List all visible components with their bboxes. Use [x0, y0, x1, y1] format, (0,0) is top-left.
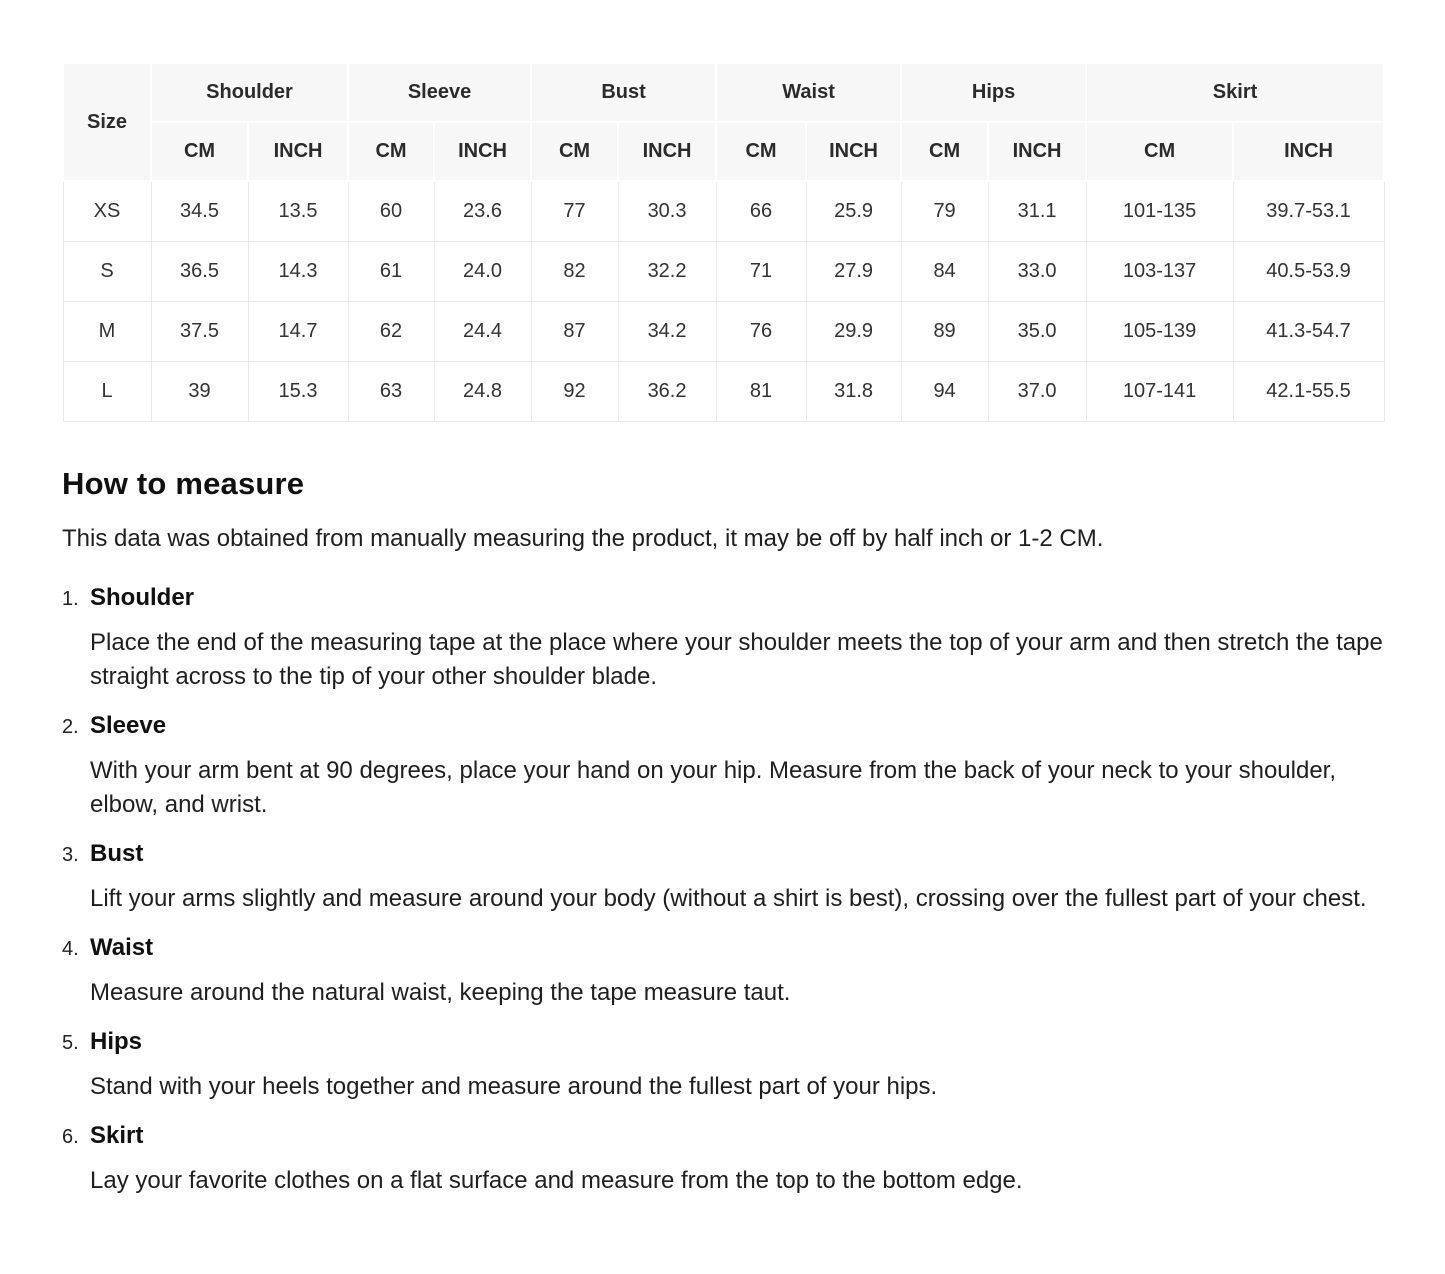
value-cell: 36.2	[618, 362, 716, 422]
size-column-header: Size	[63, 63, 151, 181]
step-description: Lay your favorite clothes on a flat surface and measure from the top to the bottom edge.	[90, 1167, 1023, 1194]
value-cell: 25.9	[806, 181, 901, 242]
value-cell: 36.5	[151, 242, 248, 302]
header-group-row	[63, 63, 1384, 122]
unit-header-cm: CM	[348, 122, 434, 181]
step-term: Sleeve	[90, 712, 167, 739]
table-row	[63, 181, 1384, 242]
list-item	[62, 584, 1385, 694]
list-item	[62, 712, 1385, 822]
step-number: 4.	[62, 938, 79, 960]
value-cell: 77	[531, 181, 618, 242]
value-cell: 92	[531, 362, 618, 422]
step-description: Stand with your heels together and measure around the fullest part of your hips.	[90, 1073, 938, 1100]
value-cell: 27.9	[806, 242, 901, 302]
value-cell: 81	[716, 362, 806, 422]
size-cell: XS	[63, 181, 151, 242]
value-cell: 37.0	[988, 362, 1086, 422]
step-term: Shoulder	[90, 584, 195, 611]
step-term: Skirt	[90, 1122, 144, 1149]
unit-header-cm: CM	[151, 122, 248, 181]
group-header-waist: Waist	[716, 63, 901, 122]
step-heading	[62, 1122, 1385, 1150]
measure-steps-list	[62, 584, 1385, 1198]
unit-header-cm: CM	[901, 122, 988, 181]
value-cell: 37.5	[151, 302, 248, 362]
step-term: Bust	[90, 840, 144, 867]
size-cell: M	[63, 302, 151, 362]
step-term: Waist	[90, 934, 154, 961]
value-cell: 29.9	[806, 302, 901, 362]
value-cell: 61	[348, 242, 434, 302]
value-cell: 30.3	[618, 181, 716, 242]
value-cell: 66	[716, 181, 806, 242]
list-item	[62, 1122, 1385, 1198]
value-cell: 34.5	[151, 181, 248, 242]
value-cell: 94	[901, 362, 988, 422]
value-cell: 24.0	[434, 242, 531, 302]
value-cell: 89	[901, 302, 988, 362]
value-cell: 31.8	[806, 362, 901, 422]
step-heading	[62, 934, 1385, 962]
value-cell: 84	[901, 242, 988, 302]
value-cell: 15.3	[248, 362, 348, 422]
value-cell: 24.4	[434, 302, 531, 362]
value-cell: 32.2	[618, 242, 716, 302]
value-cell: 41.3-54.7	[1233, 302, 1384, 362]
unit-header-cm: CM	[1086, 122, 1233, 181]
table-row	[63, 362, 1384, 422]
value-cell: 107-141	[1086, 362, 1233, 422]
value-cell: 13.5	[248, 181, 348, 242]
group-header-shoulder: Shoulder	[151, 63, 348, 122]
value-cell: 35.0	[988, 302, 1086, 362]
step-description: Lift your arms slightly and measure around your body (without a shirt is best), crossing over the fullest part of your chest.	[90, 885, 1367, 912]
step-heading	[62, 1028, 1385, 1056]
step-heading	[62, 840, 1385, 868]
value-cell: 71	[716, 242, 806, 302]
value-cell: 103-137	[1086, 242, 1233, 302]
unit-header-cm: CM	[716, 122, 806, 181]
value-cell: 63	[348, 362, 434, 422]
value-cell: 14.3	[248, 242, 348, 302]
group-header-hips: Hips	[901, 63, 1086, 122]
value-cell: 105-139	[1086, 302, 1233, 362]
step-description: Measure around the natural waist, keeping the tape measure taut.	[90, 979, 791, 1006]
value-cell: 14.7	[248, 302, 348, 362]
step-description: Place the end of the measuring tape at the place where your shoulder meets the top of your arm and then stretch the tape straight across to the tip of your other shoulder blade.	[90, 629, 1383, 690]
value-cell: 87	[531, 302, 618, 362]
unit-header-inch: INCH	[618, 122, 716, 181]
step-description: With your arm bent at 90 degrees, place your hand on your hip. Measure from the back of your neck to your shoulder, elbow, and wrist.	[90, 757, 1337, 818]
step-number: 5.	[62, 1032, 79, 1054]
value-cell: 39.7-53.1	[1233, 181, 1384, 242]
size-cell: S	[63, 242, 151, 302]
size-chart-body	[63, 181, 1384, 422]
step-heading	[62, 712, 1385, 740]
step-term: Hips	[90, 1028, 143, 1055]
how-to-measure-intro: This data was obtained from manually measuring the product, it may be off by half inch or 1-2 CM.	[62, 525, 1104, 552]
value-cell: 40.5-53.9	[1233, 242, 1384, 302]
value-cell: 79	[901, 181, 988, 242]
value-cell: 101-135	[1086, 181, 1233, 242]
size-chart-header	[63, 63, 1384, 181]
value-cell: 23.6	[434, 181, 531, 242]
unit-header-inch: INCH	[1233, 122, 1384, 181]
value-cell: 62	[348, 302, 434, 362]
step-number: 2.	[62, 716, 79, 738]
size-cell: L	[63, 362, 151, 422]
table-row	[63, 242, 1384, 302]
list-item	[62, 840, 1385, 916]
unit-header-inch: INCH	[806, 122, 901, 181]
size-chart-table	[62, 62, 1385, 422]
group-header-bust: Bust	[531, 63, 716, 122]
value-cell: 60	[348, 181, 434, 242]
unit-header-inch: INCH	[248, 122, 348, 181]
step-heading	[62, 584, 1385, 612]
unit-header-inch: INCH	[434, 122, 531, 181]
list-item	[62, 934, 1385, 1010]
value-cell: 39	[151, 362, 248, 422]
list-item	[62, 1028, 1385, 1104]
step-number: 3.	[62, 844, 79, 866]
group-header-skirt: Skirt	[1086, 63, 1384, 122]
value-cell: 31.1	[988, 181, 1086, 242]
unit-header-inch: INCH	[988, 122, 1086, 181]
how-to-measure-title: How to measure	[62, 466, 305, 501]
value-cell: 76	[716, 302, 806, 362]
value-cell: 33.0	[988, 242, 1086, 302]
value-cell: 34.2	[618, 302, 716, 362]
header-unit-row	[63, 122, 1384, 181]
value-cell: 24.8	[434, 362, 531, 422]
value-cell: 42.1-55.5	[1233, 362, 1384, 422]
group-header-sleeve: Sleeve	[348, 63, 531, 122]
step-number: 1.	[62, 588, 79, 610]
table-row	[63, 302, 1384, 362]
value-cell: 82	[531, 242, 618, 302]
unit-header-cm: CM	[531, 122, 618, 181]
step-number: 6.	[62, 1126, 79, 1148]
